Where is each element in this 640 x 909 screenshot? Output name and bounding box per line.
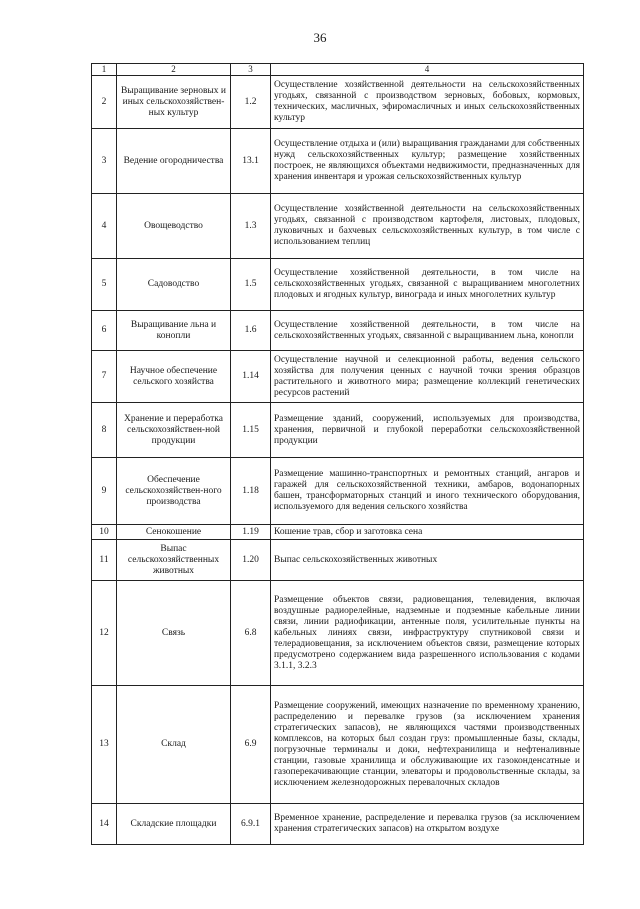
table-row — [92, 540, 584, 581]
header-cell: 1 — [92, 64, 117, 76]
row-number: 7 — [92, 351, 117, 403]
use-type-description: Осуществление хозяйственной деятельности, в том числе на сельскохозяйственных угодьях, связанной с выращиванием льна, конопли — [271, 311, 584, 351]
table-header-row — [92, 64, 584, 76]
use-type-description: Временное хранение, распределение и перевалка грузов (за исключением хранения стратегических запасов) на открытом воздухе — [271, 804, 584, 845]
use-type-description: Осуществление отдыха и (или) выращивания гражданами для собственных нужд сельскохозяйственных культур; размещение хозяйственных построек, не являющихся объектами недвижимости, предназначенных для хранения инвентаря и урожая сельскохозяйственных культур — [271, 129, 584, 194]
header-cell: 2 — [117, 64, 231, 76]
use-type-code: 6.9.1 — [231, 804, 271, 845]
row-number: 4 — [92, 194, 117, 259]
use-type-code: 6.8 — [231, 581, 271, 686]
row-number: 11 — [92, 540, 117, 581]
use-type-name: Выпас сельскохозяйственных животных — [117, 540, 231, 581]
use-type-description: Осуществление хозяйственной деятельности, в том числе на сельскохозяйственных угодьях, связанной с выращиванием многолетних плодовых и ягодных культур, винограда и иных многолетних культур — [271, 259, 584, 311]
page-number: 36 — [313, 30, 327, 45]
use-type-description: Кошение трав, сбор и заготовка сена — [271, 525, 584, 540]
use-type-name: Научное обеспечение сельского хозяйства — [117, 351, 231, 403]
table-row — [92, 129, 584, 194]
header-cell: 4 — [271, 64, 584, 76]
use-type-description: Осуществление хозяйственной деятельности на сельскохозяйственных угодьях, связанной с производством зерновых, бобовых, кормовых, технических, масличных, эфиромасличных и иных сельскохозяйственных культур — [271, 76, 584, 129]
table-row — [92, 311, 584, 351]
row-number: 12 — [92, 581, 117, 686]
table-row — [92, 458, 584, 525]
use-type-description: Размещение сооружений, имеющих назначение по временному хранению, распределению и перевалке грузов (за исключением хранения стратегических запасов), не являющихся частями производственных комплексов, на которых был создан груз: промышленные базы, склады, погрузочные терминалы и доки, нефтехранилища и нефтеналивные станции, газовые хранилища и обслуживающие их газоконденсатные и газоперекачивающие станции, элеваторы и продовольственные склады, за исключением железнодорожных перевалочных складов — [271, 686, 584, 804]
table-row — [92, 686, 584, 804]
use-type-code: 1.14 — [231, 351, 271, 403]
table-row — [92, 351, 584, 403]
table-row — [92, 804, 584, 845]
use-type-code: 1.15 — [231, 403, 271, 458]
use-type-code: 13.1 — [231, 129, 271, 194]
use-type-code: 1.5 — [231, 259, 271, 311]
table-row — [92, 403, 584, 458]
use-type-description: Размещение зданий, сооружений, используемых для производства, хранения, первичной и глубокой переработки сельскохозяйственной продукции — [271, 403, 584, 458]
use-type-name: Садоводство — [117, 259, 231, 311]
use-type-code: 1.6 — [231, 311, 271, 351]
header-cell: 3 — [231, 64, 271, 76]
row-number: 9 — [92, 458, 117, 525]
use-type-description: Осуществление научной и селекционной работы, ведения сельского хозяйства для получения ценных с научной точки зрения образцов растительного и животного мира; размещение коллекций генетических ресурсов растений — [271, 351, 584, 403]
use-type-name: Связь — [117, 581, 231, 686]
row-number: 6 — [92, 311, 117, 351]
use-type-name: Сенокошение — [117, 525, 231, 540]
table-row — [92, 525, 584, 540]
row-number: 3 — [92, 129, 117, 194]
row-number: 13 — [92, 686, 117, 804]
row-number: 10 — [92, 525, 117, 540]
use-type-code: 1.20 — [231, 540, 271, 581]
row-number: 14 — [92, 804, 117, 845]
row-number: 8 — [92, 403, 117, 458]
table-row — [92, 76, 584, 129]
table-row — [92, 581, 584, 686]
use-type-description: Осуществление хозяйственной деятельности на сельскохозяйственных угодьях, связанной с производством картофеля, листовых, плодовых, луковичных и бахчевых сельскохозяйственных культур, в том числе с использованием теплиц — [271, 194, 584, 259]
land-use-table — [91, 63, 584, 845]
use-type-code: 1.19 — [231, 525, 271, 540]
use-type-description: Размещение объектов связи, радиовещания, телевидения, включая воздушные радиорелейные, надземные и подземные кабельные линии связи, линии радиофикации, антенные поля, усилительные пункты на кабельных линиях связи, инфраструктуру спутниковой связи и телерадиовещания, за исключением объектов связи, размещение которых предусмотрено содержанием вида разрешенного использования с кодами 3.1.1, 3.2.3 — [271, 581, 584, 686]
use-type-code: 1.18 — [231, 458, 271, 525]
use-type-description: Выпас сельскохозяйственных животных — [271, 540, 584, 581]
use-type-code: 6.9 — [231, 686, 271, 804]
table-row — [92, 194, 584, 259]
use-type-name: Хранение и переработка сельскохозяйствен-ной продукции — [117, 403, 231, 458]
use-type-name: Выращивание льна и конопли — [117, 311, 231, 351]
use-type-name: Обеспечение сельскохозяйствен-ного производства — [117, 458, 231, 525]
use-type-code: 1.2 — [231, 76, 271, 129]
use-type-name: Овощеводство — [117, 194, 231, 259]
use-type-name: Склад — [117, 686, 231, 804]
row-number: 2 — [92, 76, 117, 129]
use-type-description: Размещение машинно-транспортных и ремонтных станций, ангаров и гаражей для сельскохозяйственной техники, амбаров, водонапорных башен, трансформаторных станций и иного технического оборудования, используемого для ведения сельского хозяйства — [271, 458, 584, 525]
use-type-code: 1.3 — [231, 194, 271, 259]
use-type-name: Ведение огородничества — [117, 129, 231, 194]
row-number: 5 — [92, 259, 117, 311]
table-row — [92, 259, 584, 311]
use-type-name: Складские площадки — [117, 804, 231, 845]
use-type-name: Выращивание зерновых и иных сельскохозяйствен-ных культур — [117, 76, 231, 129]
